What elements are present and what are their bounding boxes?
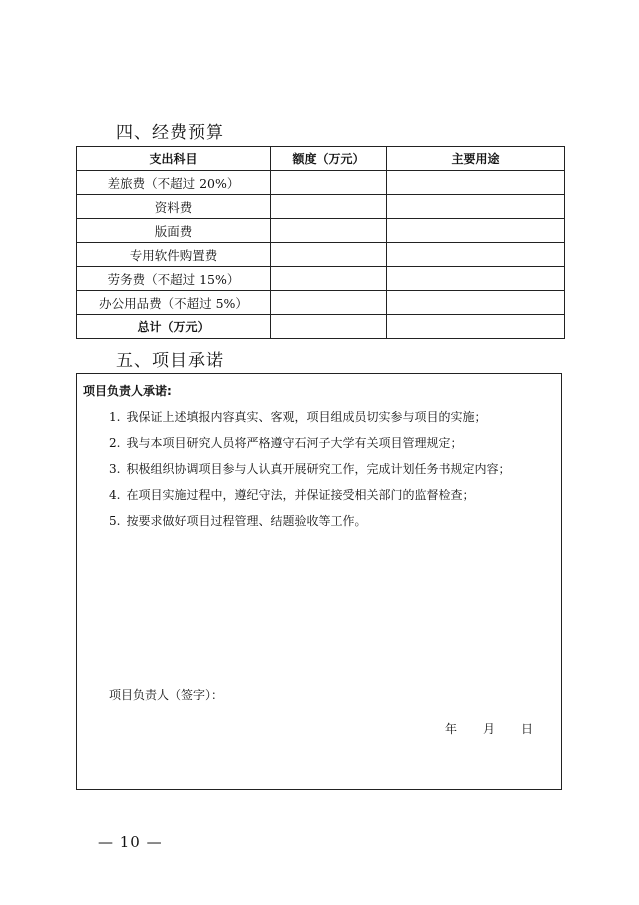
purpose-cell[interactable] [387, 171, 565, 195]
table-row [77, 171, 565, 195]
section-heading-commitment: 五、项目承诺 [116, 351, 224, 371]
purpose-cell[interactable] [387, 243, 565, 267]
list-item-number: 3. [109, 462, 121, 476]
date-row [445, 720, 533, 737]
list-item-text: 我保证上述填报内容真实、客观，项目组成员切实参与项目的实施； [126, 410, 487, 424]
table-row [77, 219, 565, 243]
list-item [109, 486, 510, 512]
expense-item-cell: 版面费 [77, 219, 271, 243]
amount-cell[interactable] [271, 195, 387, 219]
expense-item-cell: 专用软件购置费 [77, 243, 271, 267]
signature-label: 项目负责人（签字）： [109, 688, 224, 702]
list-item [109, 460, 510, 486]
expense-item-cell: 差旅费（不超过 20%） [77, 171, 271, 195]
list-item [109, 512, 510, 538]
table-row [77, 195, 565, 219]
amount-cell[interactable] [271, 171, 387, 195]
commitment-box [76, 373, 562, 790]
commitment-title: 项目负责人承诺: [83, 384, 172, 398]
list-item-number: 1. [109, 410, 121, 424]
table-row [77, 267, 565, 291]
date-month-label: 月 [482, 722, 495, 736]
list-item-text: 在项目实施过程中，遵纪守法，并保证接受相关部门的监督检查； [126, 488, 475, 502]
list-item-text: 积极组织协调项目参与人认真开展研究工作，完成计划任务书规定内容； [126, 462, 511, 476]
expense-item-cell: 劳务费（不超过 15%） [77, 267, 271, 291]
expense-item-cell: 办公用品费（不超过 5%） [77, 291, 271, 315]
date-year-label: 年 [444, 722, 457, 736]
total-purpose-cell[interactable] [387, 315, 565, 339]
table-row [77, 291, 565, 315]
amount-cell[interactable] [271, 243, 387, 267]
col-header-expense-item: 支出科目 [77, 147, 271, 171]
list-item-text: 按要求做好项目过程管理、结题验收等工作。 [126, 514, 367, 528]
budget-table [76, 146, 565, 339]
total-row [77, 315, 565, 339]
list-item-number: 2. [109, 436, 121, 450]
purpose-cell[interactable] [387, 219, 565, 243]
purpose-cell[interactable] [387, 291, 565, 315]
amount-cell[interactable] [271, 267, 387, 291]
commitment-list [109, 408, 510, 538]
list-item [109, 434, 510, 460]
purpose-cell[interactable] [387, 267, 565, 291]
amount-cell[interactable] [271, 219, 387, 243]
amount-cell[interactable] [271, 291, 387, 315]
list-item [109, 408, 510, 434]
list-item-number: 4. [109, 488, 121, 502]
expense-item-cell: 资料费 [77, 195, 271, 219]
purpose-cell[interactable] [387, 195, 565, 219]
total-label: 总计（万元） [77, 315, 271, 339]
section-heading-budget: 四、经费预算 [116, 123, 224, 143]
list-item-number: 5. [109, 514, 121, 528]
list-item-text: 我与本项目研究人员将严格遵守石河子大学有关项目管理规定； [126, 436, 463, 450]
col-header-purpose: 主要用途 [387, 147, 565, 171]
page-number: — 10 — [98, 833, 163, 851]
col-header-amount: 额度（万元） [271, 147, 387, 171]
total-amount-cell[interactable] [271, 315, 387, 339]
table-row [77, 243, 565, 267]
budget-header-row [77, 147, 565, 171]
date-day-label: 日 [520, 722, 533, 736]
